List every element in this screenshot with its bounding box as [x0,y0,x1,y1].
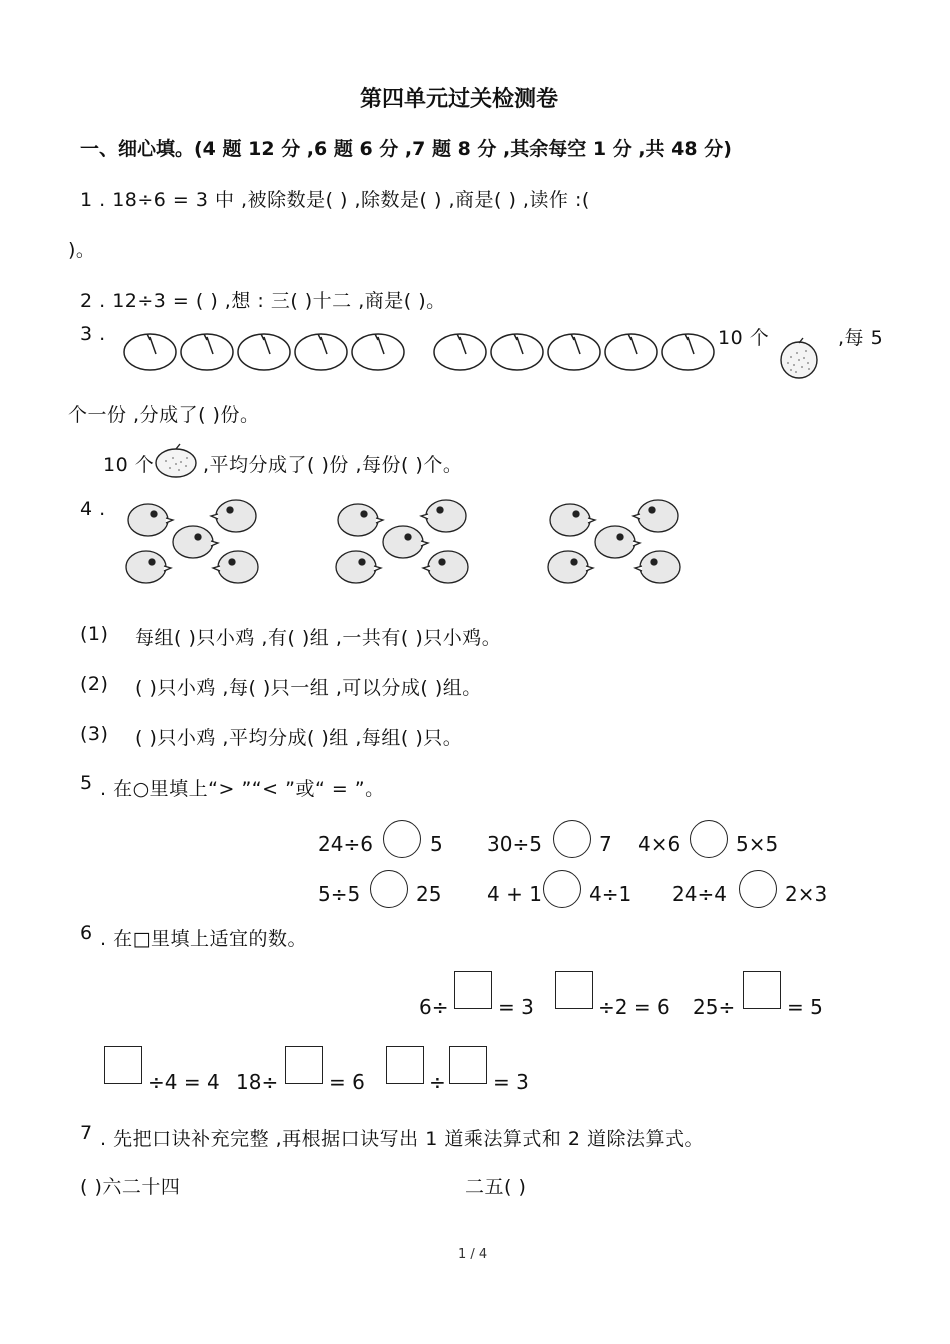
compare-left-1: 24÷6 [318,832,373,856]
fill-r1-c-pre: 25÷ [693,995,736,1019]
fill-r1-a-post: = 3 [498,995,534,1019]
question-2: 2 . 12÷3 = ( ) ,想 : 三( )十二 ,商是( )。 [80,290,446,312]
compare-left-3: 4×6 [638,832,681,856]
compare-left-5: 4 + 1 [487,882,542,906]
compare-circle-6[interactable] [739,870,777,908]
question-4-number: 4 . [80,498,106,520]
question-6: . 在□里填上适宜的数。 [100,928,308,950]
fill-box-4[interactable] [104,1046,142,1084]
question-6-number: 6 [80,922,93,944]
question-7-number: 7 [80,1122,93,1144]
question-4-2: ( )只小鸡 ,每( )只一组 ,可以分成( )组。 [135,677,482,699]
chick-group-2 [328,492,478,592]
compare-right-1: 5 [430,832,443,856]
question-5-number: 5 [80,772,93,794]
question-4-2-number: (2) [80,673,109,695]
compare-left-6: 24÷4 [672,882,727,906]
compare-right-5: 4÷1 [589,882,632,906]
fill-box-1[interactable] [454,971,492,1009]
orange-icon [777,337,821,379]
question-1-line1: 1 . 18÷6 = 3 中 ,被除数是( ) ,除数是( ) ,商是( ) ,读作 :( [80,189,590,211]
compare-circle-4[interactable] [370,870,408,908]
compare-right-3: 5×5 [736,832,779,856]
compare-circle-5[interactable] [543,870,581,908]
page-title: 第四单元过关检测卷 [360,87,559,112]
question-3-line3-count: 10 个 [103,454,155,476]
fill-box-3[interactable] [743,971,781,1009]
compare-right-4: 25 [416,882,442,906]
question-7: . 先把口诀补充完整 ,再根据口诀写出 1 道乘法算式和 2 道除法算式。 [100,1128,704,1150]
fill-r2-b-pre: 18÷ [236,1070,279,1094]
compare-right-2: 7 [599,832,612,856]
page-number: 1 / 4 [458,1247,488,1262]
question-3-each: ,每 5 [838,327,884,349]
question-3-number: 3 . [80,323,106,345]
fill-box-6[interactable] [386,1046,424,1084]
compare-circle-2[interactable] [553,820,591,858]
fill-r1-a-pre: 6÷ [419,995,449,1019]
fill-r2-b-post: = 6 [329,1070,365,1094]
fill-r1-c-post: = 5 [787,995,823,1019]
fill-r2-a-post: ÷4 = 4 [148,1070,220,1094]
question-4-1-number: (1) [80,623,109,645]
question-4-1: 每组( )只小鸡 ,有( )组 ,一共有( )只小鸡。 [135,627,502,649]
apple-group-illustration [120,328,720,378]
compare-circle-3[interactable] [690,820,728,858]
question-7-b: 二五( ) [465,1176,527,1198]
chick-group-3 [540,492,690,592]
question-1-line2: )。 [68,239,96,261]
section-heading: 一、细心填。(4 题 12 分 ,6 题 6 分 ,7 题 8 分 ,其余每空 1 分 ,共 48 分) [80,138,732,160]
chick-group-1 [118,492,268,592]
fill-box-2[interactable] [555,971,593,1009]
fill-box-7[interactable] [449,1046,487,1084]
compare-circle-1[interactable] [383,820,421,858]
question-4-3-number: (3) [80,723,109,745]
compare-left-2: 30÷5 [487,832,542,856]
orange-icon-small [154,443,200,479]
compare-left-4: 5÷5 [318,882,361,906]
fill-r2-c-post: = 3 [493,1070,529,1094]
fill-r2-c-mid: ÷ [429,1070,446,1094]
question-4-3: ( )只小鸡 ,平均分成( )组 ,每组( )只。 [135,727,463,749]
question-3-count: 10 个 [718,327,770,349]
fill-r1-b-post: ÷2 = 6 [598,995,670,1019]
question-7-a: ( )六二十四 [80,1176,181,1198]
question-5: . 在○里填上“> ”“< ”或“ = ”。 [100,778,385,800]
question-3-line2: 个一份 ,分成了( )份。 [68,404,260,426]
question-3-line3: ,平均分成了( )份 ,每份( )个。 [203,454,463,476]
fill-box-5[interactable] [285,1046,323,1084]
compare-right-6: 2×3 [785,882,828,906]
